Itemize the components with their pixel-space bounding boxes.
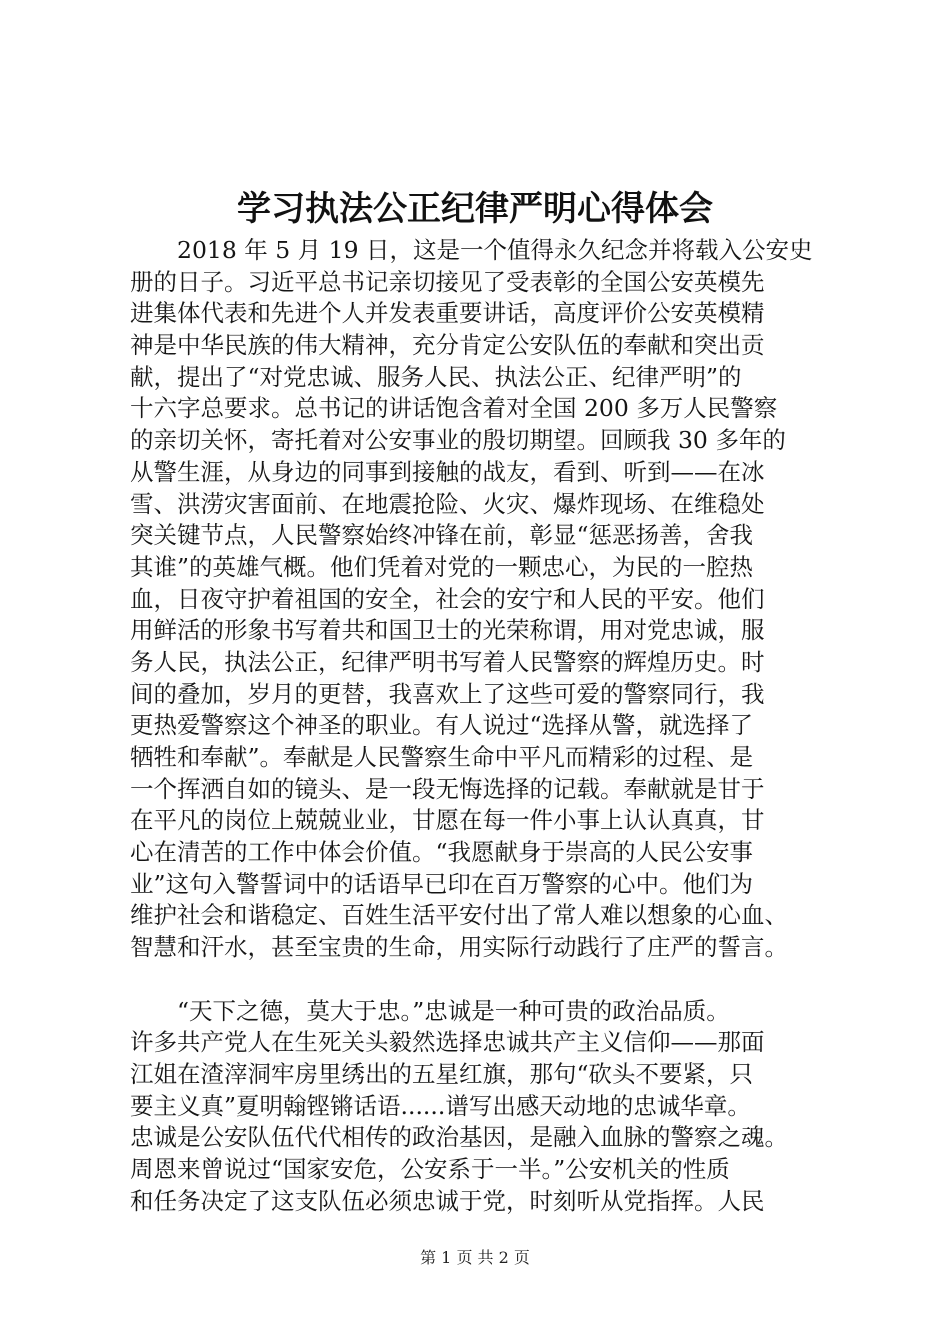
text-line: 十六字总要求。总书记的讲话饱含着对全国 200 多万人民警察 <box>130 394 778 423</box>
paragraph-2 <box>130 996 870 1218</box>
text-line: 要主义真”夏明翰铿锵话语......谱写出感天动地的忠诚华章。 <box>130 1091 751 1120</box>
text-line: 维护社会和谐稳定、百姓生活平安付出了常人难以想象的心血、 <box>130 901 788 930</box>
text-line: 雪、洪涝灾害面前、在地震抢险、火灾、爆炸现场、在维稳处 <box>130 489 765 518</box>
text-line: 的亲切关怀，寄托着对公安事业的殷切期望。回顾我 30 多年的 <box>130 426 786 455</box>
document-body <box>130 235 870 1217</box>
page-footer: 第 1 页 共 2 页 <box>420 1248 530 1267</box>
text-line: 血，日夜守护着祖国的安全，社会的安宁和人民的平安。他们 <box>130 584 765 613</box>
text-line: 其谁”的英雄气概。他们凭着对党的一颗忠心，为民的一腔热 <box>130 552 754 581</box>
text-line: “天下之德，莫大于忠。”忠诚是一种可贵的政治品质。 <box>177 996 730 1025</box>
text-line: 智慧和汗水，甚至宝贵的生命，用实际行动践行了庄严的誓言。 <box>130 933 788 962</box>
paragraph-1 <box>130 235 870 964</box>
document-title: 学习执法公正纪律严明心得体会 <box>237 189 713 229</box>
paragraph-spacer <box>130 964 870 996</box>
text-line: 牺牲和奉献”。奉献是人民警察生命中平凡而精彩的过程、是 <box>130 743 754 771</box>
text-line: 册的日子。习近平总书记亲切接见了受表彰的全国公安英模先 <box>130 267 765 296</box>
text-line: 许多共产党人在生死关头毅然选择忠诚共产主义信仰——那面 <box>130 1028 765 1057</box>
text-line: 间的叠加，岁月的更替，我喜欢上了这些可爱的警察同行，我 <box>130 679 765 708</box>
text-line: 江姐在渣滓洞牢房里绣出的五星红旗，那句“砍头不要紧，只 <box>130 1059 754 1088</box>
text-line: 和任务决定了这支队伍必须忠诚于党，时刻听从党指挥。人民 <box>130 1186 765 1215</box>
text-line: 2018 年 5 月 19 日，这是一个值得永久纪念并将载入公安史 <box>177 236 813 264</box>
text-line: 从警生涯，从身边的同事到接触的战友，看到、听到——在冰 <box>130 457 765 486</box>
text-line: 进集体代表和先进个人并发表重要讲话，高度评价公安英模精 <box>130 299 765 328</box>
text-line: 务人民，执法公正，纪律严明书写着人民警察的辉煌历史。时 <box>130 647 765 676</box>
text-line: 业”这句入警誓词中的话语早已印在百万警察的心中。他们为 <box>130 869 754 898</box>
text-line: 心在清苦的工作中体会价值。“我愿献身于崇高的人民公安事 <box>130 838 754 867</box>
text-line: 更热爱警察这个神圣的职业。有人说过“选择从警，就选择了 <box>130 711 754 740</box>
text-line: 忠诚是公安队伍代代相传的政治基因，是融入血脉的警察之魂。 <box>130 1123 788 1152</box>
text-line: 神是中华民族的伟大精神，充分肯定公安队伍的奉献和突出贡 <box>130 331 765 360</box>
text-line: 突关键节点，人民警察始终冲锋在前，彰显“惩恶扬善，舍我 <box>130 521 754 550</box>
text-line: 一个挥洒自如的镜头、是一段无悔选择的记载。奉献就是甘于 <box>130 774 765 803</box>
text-line: 用鲜活的形象书写着共和国卫士的光荣称谓，用对党忠诚，服 <box>130 616 765 645</box>
text-line: 在平凡的岗位上兢兢业业，甘愿在每一件小事上认认真真，甘 <box>130 806 765 835</box>
text-line: 献，提出了“对党忠诚、服务人民、执法公正、纪律严明”的 <box>130 362 742 391</box>
text-line: 周恩来曾说过“国家安危，公安系于一半。”公安机关的性质 <box>130 1154 730 1183</box>
